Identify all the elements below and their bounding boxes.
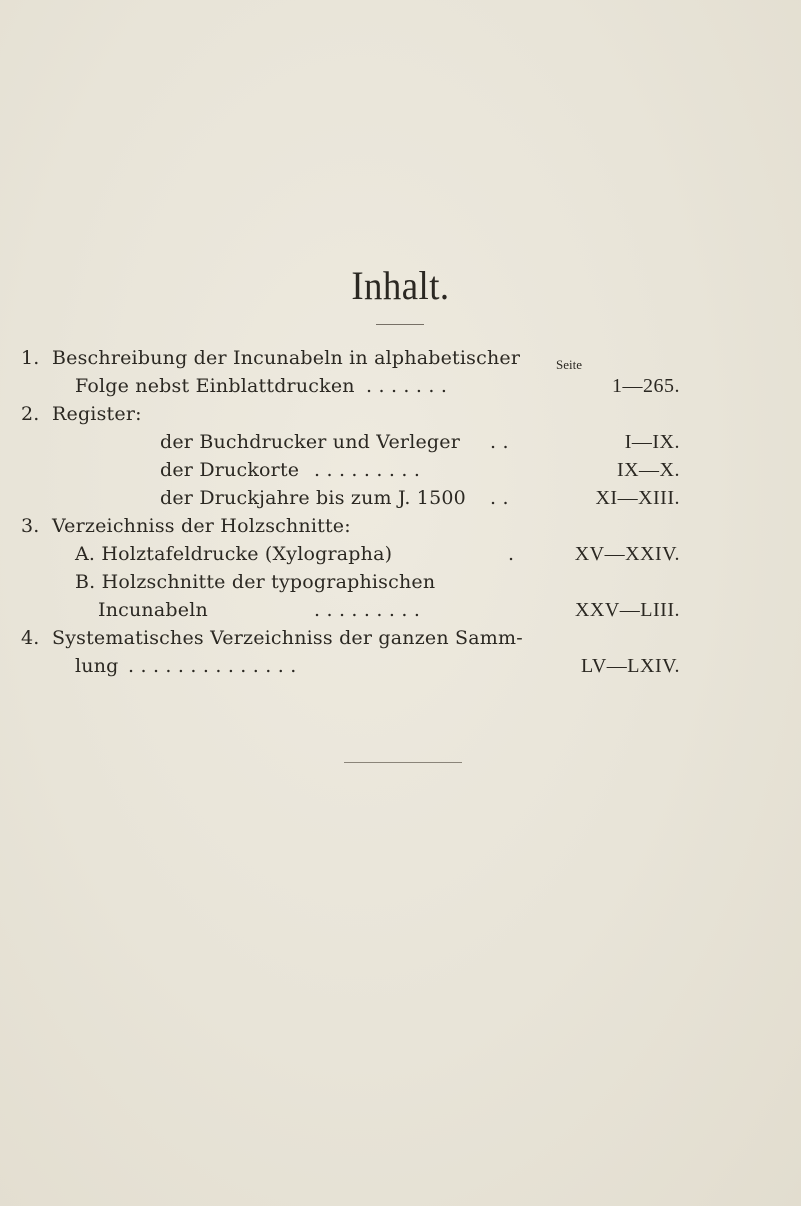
toc-text: lung <box>75 655 119 677</box>
toc-number: 3. <box>21 515 40 537</box>
toc-page-ref: XXV—LIII. <box>574 599 680 621</box>
toc-line <box>0 652 801 680</box>
toc-line <box>0 428 801 456</box>
toc-page-ref-cell <box>546 652 680 680</box>
toc-line <box>0 344 801 372</box>
toc-page-ref-cell <box>546 456 680 484</box>
toc-text: der Buchdrucker und Verleger <box>160 431 460 453</box>
toc-page-ref-cell <box>546 484 680 512</box>
toc-leader: . . . . . . . <box>366 375 448 397</box>
title-divider <box>376 324 424 325</box>
toc-line <box>0 568 801 596</box>
toc-line <box>0 372 801 400</box>
toc-text: A. Holztafeldrucke (Xylographa) <box>75 543 393 565</box>
toc-page-ref-cell <box>546 372 680 400</box>
toc-text: der Druckjahre bis zum J. 1500 <box>160 487 466 509</box>
toc-line <box>0 456 801 484</box>
toc-leader: . <box>508 543 515 565</box>
toc-line <box>0 512 801 540</box>
toc-page-ref: IX—X. <box>616 459 680 481</box>
toc-number: 4. <box>21 627 40 649</box>
toc-number: 2. <box>21 403 40 425</box>
toc-text: Beschreibung der Incunabeln in alphabetischer <box>52 347 521 369</box>
toc-page-ref-cell <box>546 596 680 624</box>
toc-text: B. Holzschnitte der typographischen <box>75 571 436 593</box>
toc-leader: . . . . . . . . . <box>314 459 421 481</box>
toc-line <box>0 400 801 428</box>
toc-page-ref: I—IX. <box>624 431 680 453</box>
toc-page-ref: XI—XIII. <box>595 487 680 509</box>
toc-text: Register: <box>52 403 142 425</box>
toc-leader: . . <box>490 487 509 509</box>
toc-leader: . . . . . . . . . . . . . . <box>128 655 297 677</box>
toc-leader: . . <box>490 431 509 453</box>
toc-text: Verzeichniss der Holzschnitte: <box>52 515 351 537</box>
toc-page-ref-cell <box>546 428 680 456</box>
toc-page-ref-cell <box>546 540 680 568</box>
toc-text: Incunabeln <box>98 599 208 621</box>
toc-text: Systematisches Verzeichniss der ganzen Samm- <box>52 627 523 649</box>
toc-page-ref: XV—XXIV. <box>574 543 680 565</box>
toc-page-ref: 1—265. <box>612 375 680 397</box>
toc-number: 1. <box>21 347 40 369</box>
toc-page-ref: LV—LXIV. <box>580 655 680 677</box>
end-divider <box>344 762 462 763</box>
toc-line <box>0 624 801 652</box>
toc-leader: . . . . . . . . . <box>314 599 421 621</box>
toc-line <box>0 540 801 568</box>
toc-text: der Druckorte <box>160 459 300 481</box>
page-column-header: Seite <box>556 357 582 372</box>
toc-line <box>0 484 801 512</box>
page-title: Inhalt. <box>351 263 450 308</box>
toc-line <box>0 596 801 624</box>
toc-text: Folge nebst Einblattdrucken <box>75 375 355 397</box>
